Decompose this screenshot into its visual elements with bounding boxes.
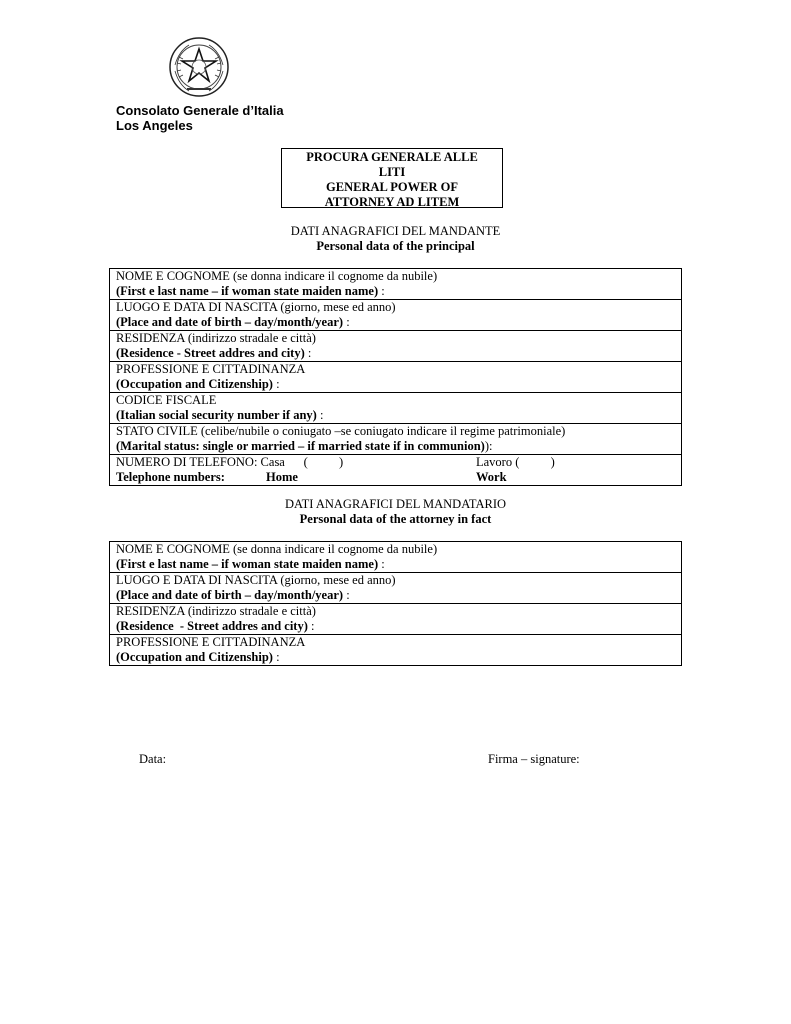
- attorney-birth-field[interactable]: [110, 573, 682, 604]
- title-line3: GENERAL POWER OF: [326, 180, 458, 194]
- signature-label: Firma – signature:: [488, 752, 580, 766]
- table-row: [110, 393, 682, 424]
- table-row: [110, 573, 682, 604]
- phone-home-label-en: Home: [266, 470, 298, 484]
- principal-heading-it: DATI ANAGRAFICI DEL MANDANTE: [290, 224, 501, 238]
- phone-work-label-it: Lavoro ( ): [476, 455, 555, 469]
- table-row: [110, 455, 682, 486]
- field-label-en: (Occupation and Citizenship): [116, 650, 273, 664]
- consulate-line1: Consolato Generale d’Italia: [116, 103, 284, 118]
- table-row: [110, 604, 682, 635]
- document-title: [281, 148, 503, 208]
- field-label-it: CODICE FISCALE: [116, 393, 217, 407]
- field-label-it: NOME E COGNOME (se donna indicare il cognome da nubile): [116, 269, 438, 283]
- italian-republic-emblem-icon: [167, 35, 231, 99]
- field-separator: :: [343, 315, 350, 329]
- field-label-en: (Place and date of birth – day/month/year): [116, 588, 344, 602]
- field-label-it: RESIDENZA (indirizzo stradale e città): [116, 331, 316, 345]
- consulate-name: [116, 103, 284, 133]
- field-label-en: (Residence - Street addres and city): [116, 619, 308, 633]
- table-row: [110, 300, 682, 331]
- attorney-heading-it: DATI ANAGRAFICI DEL MANDATARIO: [284, 497, 507, 511]
- table-row: [110, 362, 682, 393]
- principal-residence-field[interactable]: [110, 331, 682, 362]
- table-row: [110, 635, 682, 666]
- field-label-it: PROFESSIONE E CITTADINANZA: [116, 362, 306, 376]
- table-row: [110, 269, 682, 300]
- field-separator: :: [343, 588, 350, 602]
- attorney-heading: [109, 497, 682, 527]
- principal-heading-en: Personal data of the principal: [316, 239, 475, 253]
- phone-label-en: Telephone numbers:: [116, 470, 225, 484]
- phone-work-label-en: Work: [476, 470, 507, 484]
- field-separator: :: [378, 557, 385, 571]
- field-separator: :: [316, 408, 324, 422]
- field-label-en: (Marital status: single or married – if married state if in communion): [116, 439, 485, 453]
- field-label-it: LUOGO E DATA DI NASCITA (giorno, mese ed anno): [116, 300, 396, 314]
- table-row: [110, 331, 682, 362]
- field-label-en: (Italian social security number if any): [116, 408, 317, 422]
- principal-name-field[interactable]: [110, 269, 682, 300]
- field-separator: :: [307, 619, 315, 633]
- field-separator: :: [272, 650, 280, 664]
- field-label-it: STATO CIVILE (celibe/nubile o coniugato –se coniugato indicare il regime patrimoniale): [116, 424, 566, 438]
- principal-phone-field[interactable]: [110, 455, 682, 486]
- field-label-it: RESIDENZA (indirizzo stradale e città): [116, 604, 316, 618]
- attorney-name-field[interactable]: [110, 542, 682, 573]
- principal-table: [109, 268, 682, 486]
- field-label-en: (Occupation and Citizenship): [116, 377, 273, 391]
- date-label: Data:: [139, 752, 167, 766]
- title-line2: LITI: [378, 165, 406, 179]
- consulate-line2: Los Angeles: [116, 118, 193, 133]
- field-label-it: LUOGO E DATA DI NASCITA (giorno, mese ed anno): [116, 573, 396, 587]
- table-row: [110, 424, 682, 455]
- field-separator: :: [272, 377, 280, 391]
- field-label-en: (First e last name – if woman state maiden name): [116, 557, 379, 571]
- principal-heading: [109, 224, 682, 254]
- field-separator: :: [304, 346, 312, 360]
- principal-marital-status-field[interactable]: [110, 424, 682, 455]
- field-label-en: (First e last name – if woman state maiden name): [116, 284, 379, 298]
- field-separator: ):: [484, 439, 493, 453]
- attorney-occupation-field[interactable]: [110, 635, 682, 666]
- attorney-table: [109, 541, 682, 666]
- title-line4: ATTORNEY AD LITEM: [324, 195, 460, 209]
- attorney-residence-field[interactable]: [110, 604, 682, 635]
- field-label-en: (Residence - Street addres and city): [116, 346, 305, 360]
- table-row: [110, 542, 682, 573]
- field-label-en: (Place and date of birth – day/month/year): [116, 315, 344, 329]
- principal-birth-field[interactable]: [110, 300, 682, 331]
- attorney-heading-en: Personal data of the attorney in fact: [299, 512, 492, 526]
- phone-home-label-it: NUMERO DI TELEFONO: Casa ( ): [116, 455, 344, 469]
- principal-occupation-field[interactable]: [110, 362, 682, 393]
- principal-tax-code-field[interactable]: [110, 393, 682, 424]
- title-line1: PROCURA GENERALE ALLE: [306, 150, 478, 164]
- field-separator: :: [378, 284, 385, 298]
- field-label-it: PROFESSIONE E CITTADINANZA: [116, 635, 306, 649]
- field-label-it: NOME E COGNOME (se donna indicare il cognome da nubile): [116, 542, 438, 556]
